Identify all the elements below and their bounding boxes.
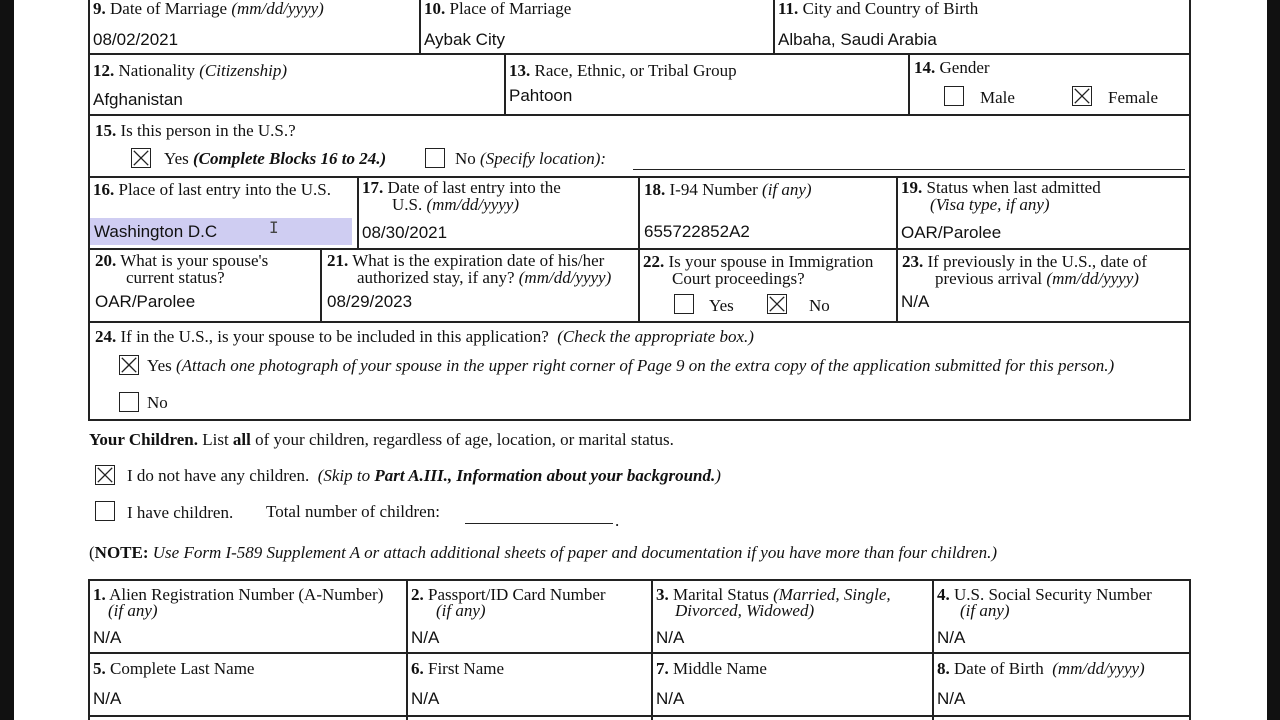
child-field-4-hint: (if any)	[960, 601, 1010, 620]
child-first-name-field[interactable]: N/A	[411, 689, 440, 708]
note-text: (NOTE: Use Form I-589 Supplement A or attach additional sheets of paper and documentation if you have more than four children.)	[89, 543, 997, 562]
field-23-label-line2: previous arrival (mm/dd/yyyy)	[935, 269, 1139, 288]
text-cursor-icon: I	[269, 218, 279, 237]
status-last-admitted-field[interactable]: OAR/Parolee	[901, 223, 1002, 242]
gender-female-checkbox[interactable]	[1072, 86, 1092, 106]
check-x-icon	[132, 149, 150, 167]
child-field-7-label: 7. Middle Name	[656, 659, 767, 678]
field-15-label: 15. Is this person in the U.S.?	[95, 121, 296, 140]
grid-line	[88, 0, 90, 421]
grid-line	[88, 419, 1191, 421]
gender-female-label: Female	[1108, 88, 1159, 107]
gender-male-label: Male	[980, 88, 1015, 107]
child-field-6-label: 6. First Name	[411, 659, 505, 678]
grid-line	[88, 114, 1191, 116]
grid-line	[1189, 0, 1191, 421]
nationality-field[interactable]: Afghanistan	[93, 90, 183, 109]
has-children-label: I have children.	[127, 503, 234, 522]
place-last-entry-field[interactable]: Washington D.C	[90, 218, 352, 245]
check-x-icon	[120, 356, 138, 374]
field-17-label-line2: U.S. (mm/dd/yyyy)	[392, 195, 519, 214]
child-ssn-field[interactable]: N/A	[937, 628, 966, 647]
field-22-label-line2: Court proceedings?	[672, 269, 805, 288]
child-field-3-hint: Divorced, Widowed)	[675, 601, 815, 620]
previous-arrival-field[interactable]: N/A	[901, 292, 930, 311]
grid-line	[88, 652, 1191, 654]
field-23-label-line1: 23. If previously in the U.S., date of	[902, 252, 1148, 271]
spouse-included-no-checkbox[interactable]	[119, 392, 139, 412]
court-proceedings-yes-label: Yes	[709, 296, 734, 315]
field-14-label: 14. Gender	[914, 58, 990, 77]
date-of-marriage-field[interactable]: 08/02/2021	[93, 30, 179, 49]
field-20-label-line2: current status?	[126, 268, 225, 287]
i94-number-field[interactable]: 655722852A2	[644, 222, 750, 241]
has-children-checkbox[interactable]	[95, 501, 115, 521]
check-x-icon	[96, 466, 114, 484]
total-children-field[interactable]	[465, 523, 613, 524]
child-field-1-hint: (if any)	[108, 601, 158, 620]
race-ethnic-group-field[interactable]: Pahtoon	[509, 86, 573, 105]
spouse-current-status-field[interactable]: OAR/Parolee	[95, 292, 196, 311]
field-20-label-line1: 20. What is your spouse's	[95, 251, 269, 270]
child-dob-field[interactable]: N/A	[937, 689, 966, 708]
spouse-included-yes-checkbox[interactable]	[119, 355, 139, 375]
field-16-label: 16. Place of last entry into the U.S.	[93, 180, 331, 199]
specify-location-field[interactable]	[633, 169, 1185, 170]
field-21-label-line2: authorized stay, if any? (mm/dd/yyyy)	[357, 268, 612, 287]
field-13-label: 13. Race, Ethnic, or Tribal Group	[509, 61, 737, 80]
check-x-icon	[1073, 87, 1091, 105]
grid-line	[88, 715, 1191, 717]
date-last-entry-field[interactable]: 08/30/2021	[362, 223, 448, 242]
no-children-label: I do not have any children. (Skip to Part A.III., Information about your background.)	[127, 466, 721, 485]
child-marital-status-field[interactable]: N/A	[656, 628, 685, 647]
field-9-label: 9. Date of Marriage (mm/dd/yyyy)	[93, 0, 324, 18]
court-proceedings-no-checkbox[interactable]	[767, 294, 787, 314]
spouse-included-yes-label: Yes (Attach one photograph of your spouse in the upper right corner of Page 9 on the extra copy of the application submitted for this person.)	[147, 356, 1115, 375]
child-field-5-label: 5. Complete Last Name	[93, 659, 255, 678]
grid-line	[320, 248, 322, 322]
grid-line	[638, 248, 640, 322]
in-us-no-checkbox[interactable]	[425, 148, 445, 168]
in-us-yes-checkbox[interactable]	[131, 148, 151, 168]
grid-line	[88, 579, 1191, 581]
field-19-label-line1: 19. Status when last admitted	[901, 178, 1101, 197]
grid-line	[88, 53, 1191, 55]
total-children-label: Total number of children:	[266, 502, 440, 521]
check-x-icon	[768, 295, 786, 313]
no-children-checkbox[interactable]	[95, 465, 115, 485]
field-19-label-line2: (Visa type, if any)	[930, 195, 1050, 214]
court-proceedings-yes-checkbox[interactable]	[674, 294, 694, 314]
authorized-stay-expiration-field[interactable]: 08/29/2023	[327, 292, 413, 311]
field-18-label: 18. I-94 Number (if any)	[644, 180, 812, 199]
grid-line	[908, 53, 910, 115]
child-last-name-field[interactable]: N/A	[93, 689, 122, 708]
grid-line	[1189, 579, 1191, 720]
total-children-period: .	[615, 511, 620, 530]
field-22-label-line1: 22. Is your spouse in Immigration	[643, 252, 874, 271]
in-us-no-label: No (Specify location):	[455, 149, 607, 168]
child-field-1-label: 1. Alien Registration Number (A-Number)	[93, 585, 384, 604]
field-11-label: 11. City and Country of Birth	[778, 0, 979, 18]
field-17-label-line1: 17. Date of last entry into the	[362, 178, 561, 197]
gender-male-checkbox[interactable]	[944, 86, 964, 106]
child-passport-field[interactable]: N/A	[411, 628, 440, 647]
field-10-label: 10. Place of Marriage	[424, 0, 572, 18]
child-field-2-hint: (if any)	[436, 601, 486, 620]
child-field-4-label: 4. U.S. Social Security Number	[937, 585, 1152, 604]
in-us-yes-label: Yes (Complete Blocks 16 to 24.)	[164, 149, 387, 168]
field-21-label-line1: 21. What is the expiration date of his/her	[327, 251, 605, 270]
children-intro: Your Children. List all of your children, regardless of age, location, or marital status.	[89, 430, 674, 449]
child-field-2-label: 2. Passport/ID Card Number	[411, 585, 606, 604]
child-field-8-label: 8. Date of Birth (mm/dd/yyyy)	[937, 659, 1145, 678]
field-12-label: 12. Nationality (Citizenship)	[93, 61, 288, 80]
child-field-3-label: 3. Marital Status (Married, Single,	[656, 585, 891, 604]
spouse-included-no-label: No	[147, 393, 168, 412]
field-24-label: 24. If in the U.S., is your spouse to be included in this application? (Check the appropriate box.)	[95, 327, 754, 346]
city-country-birth-field[interactable]: Albaha, Saudi Arabia	[778, 30, 937, 49]
place-of-marriage-field[interactable]: Aybak City	[424, 30, 505, 49]
child-a-number-field[interactable]: N/A	[93, 628, 122, 647]
court-proceedings-no-label: No	[809, 296, 830, 315]
child-middle-name-field[interactable]: N/A	[656, 689, 685, 708]
